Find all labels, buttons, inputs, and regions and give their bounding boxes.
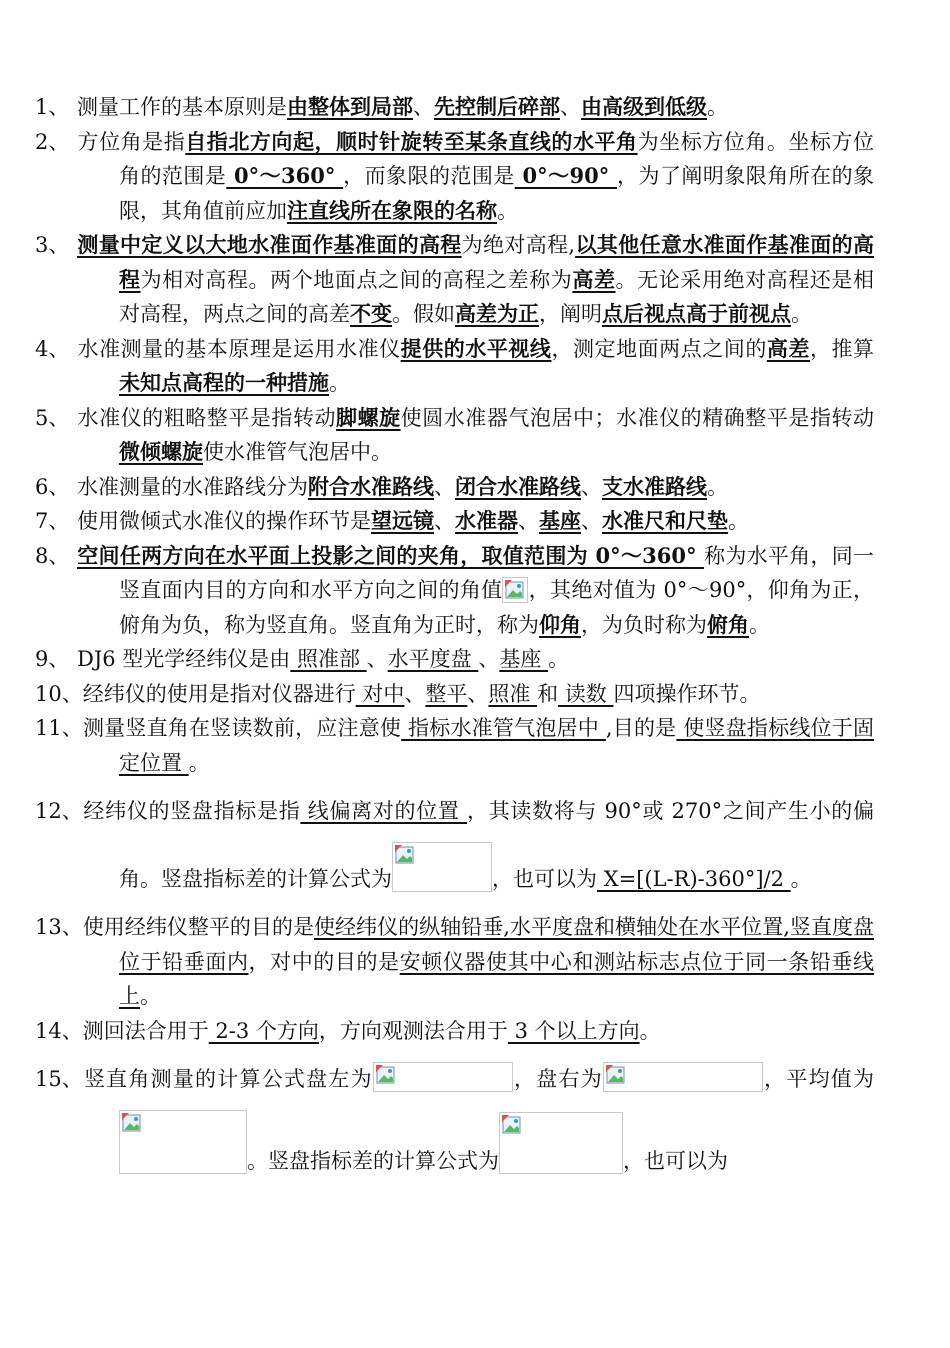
answer-text: 微倾螺旋 — [119, 439, 203, 464]
item-text: ，其读数将与 90°或 270°之间产生小的偏角。竖盘指标差的计算公式为 — [119, 799, 875, 891]
item-text: ，其绝对值为 0°～90°，仰角为正，俯角为负，称为竖直角。竖直角为正时，称为 — [119, 578, 874, 637]
item-text: 经纬仪的竖盘指标是指 — [82, 799, 301, 823]
item-text: 。 — [749, 612, 770, 637]
item-text: 。竖盘指标差的计算公式为 — [247, 1149, 499, 1173]
item-text: 称为水平角，同一竖直面内目的方向和水平方向之间的角值 — [119, 543, 874, 602]
answer-text: 安顿仪器使其中心和测站标志点位于同一条铅垂线上 — [119, 949, 875, 1008]
item-text: ，对中的目的是 — [248, 949, 400, 974]
item-text: 、 — [478, 647, 500, 671]
item-text: 使圆水准器气泡居中；水准仪的精确整平是指转动 — [400, 405, 875, 430]
item-text: 为坐标方位角。坐标方位角的范围是 — [119, 129, 875, 188]
item-text: 。 — [728, 509, 749, 533]
item-text: 。 — [329, 371, 350, 395]
answer-text: 由高级到低级 — [581, 94, 707, 119]
item-text: ，而象限的范围是 — [343, 164, 515, 188]
item-text: 和 — [537, 681, 559, 706]
item-text: 。 — [639, 1018, 661, 1043]
item-text: 使用微倾式水准仪的操作环节是 — [77, 509, 371, 533]
list-item: 1、 测量工作的基本原则是由整体到局部、先控制后碎部、由高级到低级。 — [35, 94, 728, 119]
item-text: 。 — [791, 302, 812, 326]
answer-text: 测量中定义以大地水准面作基准面的高程 — [77, 232, 462, 257]
list-item: 5、 水准仪的粗略整平是指转动脚螺旋使圆水准器气泡居中；水准仪的精确整平是指转动微倾螺旋使水准管气泡居中。 — [35, 404, 875, 464]
answer-text: X=[(L-R)-360°]/2 — [597, 867, 791, 891]
item-text: 、 — [434, 474, 455, 499]
item-text: 测量工作的基本原则是 — [77, 95, 287, 119]
item-text: 测回法合用于 — [82, 1018, 209, 1043]
item-text: ，平均值为 — [762, 1067, 875, 1091]
item-text: 、 — [434, 509, 455, 533]
answer-text: 基座 — [539, 508, 581, 533]
answer-text: 读数 — [558, 681, 614, 706]
item-text: 。 — [790, 867, 812, 891]
item-text: 为相对高程。两个地面点之间的高程之差称为 — [140, 267, 573, 292]
item-number: 15、 — [35, 1067, 83, 1091]
item-text: 。无论采用绝对高程还是相对高程，两点之间的高差 — [119, 267, 875, 326]
list-item: 8、 空间任两方向在水平面上投影之间的夹角，取值范围为 0°～360° 称为水平角，同一竖直面内目的方向和水平方向之间的角值 ，其绝对值为 0°～90°，仰角为正，俯角为负，称为竖直角。竖直角为正时，称为仰角，为负时称为俯角。 — [35, 542, 874, 637]
answer-text: 高差为正 — [455, 301, 539, 326]
item-text: 、 — [467, 681, 489, 706]
item-text: 水准测量的基本原理是运用水准仪 — [77, 336, 401, 361]
item-text: ，阐明 — [539, 302, 602, 326]
broken-image-icon — [392, 842, 492, 892]
list-item — [35, 910, 875, 1014]
answer-text: 望远镜 — [371, 508, 434, 533]
answer-text: 仰角 — [539, 611, 581, 637]
answer-text: 以其他任意水准面作基准面的高程 — [119, 232, 874, 292]
item-text: 。 — [497, 198, 518, 223]
item-text: 使水准管气泡居中。 — [203, 440, 392, 464]
list-item: 3、 测量中定义以大地水准面作基准面的高程为绝对高程,以其他任意水准面作基准面的高程为相对高程。两个地面点之间的高程之差称为高差。无论采用绝对高程还是相对高程，两点之间的高差不变。假如高差为正，阐明点后视点高于前视点。 — [35, 232, 875, 326]
answer-text: 高差 — [766, 335, 810, 361]
answer-text: 线偏离对的位置 — [300, 799, 468, 823]
list-item: 4、 水准测量的基本原理是运用水准仪提供的水平视线，测定地面两点之间的高差，推算未知点高程的一种措施。 — [35, 335, 875, 395]
broken-image-icon — [499, 1112, 623, 1174]
list-item — [35, 711, 874, 780]
answer-text: 指标水准管气泡居中 — [401, 716, 606, 740]
list-item — [35, 780, 875, 910]
answer-text: 0°～360° — [226, 163, 344, 188]
answer-text: 照准 — [488, 681, 538, 706]
list-item: 6、 水准测量的水准路线分为附合水准路线、闭合水准路线、支水准路线。 — [35, 473, 728, 499]
answer-text: 3 个以上方向 — [507, 1018, 640, 1043]
item-text: 、 — [581, 474, 602, 499]
answer-text: 闭合水准路线 — [455, 473, 581, 499]
answer-text: 脚螺旋 — [336, 404, 401, 430]
answer-text: 附合水准路线 — [308, 473, 434, 499]
answer-text: 空间任两方向在水平面上投影之间的夹角，取值范围为 0°～360° — [77, 542, 705, 568]
answer-text: 自指北方向起，顺时针旋转至某条直线的水平角 — [185, 128, 638, 154]
answer-text: 由整体到局部 — [287, 94, 413, 119]
item-text: ，为了阐明象限角所在的象限，其角值前应加 — [119, 164, 875, 223]
item-number: 12、 — [35, 799, 83, 823]
item-text: ，方向观测法合用于 — [318, 1018, 508, 1043]
item-text: ，也可以为 — [492, 867, 597, 891]
broken-image-icon — [502, 577, 528, 603]
item-text: 方位角是指 — [77, 129, 186, 154]
broken-image-icon — [373, 1062, 513, 1092]
list-item — [35, 1014, 874, 1049]
answer-text: 整平 — [425, 681, 468, 706]
answer-text: 不变 — [350, 301, 392, 326]
item-text: 、 — [581, 509, 602, 533]
item-text: 、 — [404, 681, 426, 706]
item-text: 。 — [707, 95, 728, 119]
item-text: 、 — [366, 647, 388, 671]
item-text: 使用经纬仪整平的目的是 — [82, 915, 315, 939]
item-text: 、 — [518, 509, 539, 533]
answer-text: 水准尺和尺垫 — [602, 508, 728, 533]
item-text: 水准仪的粗略整平是指转动 — [77, 405, 337, 430]
answer-text: 支水准路线 — [602, 473, 707, 499]
answer-text: 点后视点高于前视点 — [602, 301, 791, 326]
list-item: 7、 使用微倾式水准仪的操作环节是望远镜、水准器、基座、水准尺和尺垫。 — [35, 508, 749, 533]
item-number: 11、 — [35, 716, 83, 740]
answer-text: 2-3 个方向 — [208, 1018, 319, 1043]
answer-text: 基座 — [499, 647, 549, 671]
list-item: 2、 方位角是指自指北方向起，顺时针旋转至某条直线的水平角为坐标方位角。坐标方位角的范围是 0°～360° ，而象限的范围是 0°～90° ，为了阐明象限角所在的象限，其角值前应加注直线所在象限的名称。 — [35, 128, 875, 223]
list-item — [35, 677, 874, 712]
answer-text: 0°～90° — [514, 163, 618, 188]
item-text: ，盘右为 — [512, 1067, 603, 1091]
list-item: 9、 DJ6 型光学经纬仪是由 照准部 、水平度盘 、基座 。 — [35, 647, 570, 671]
item-text: 测量竖直角在竖读数前，应注意使 — [82, 716, 402, 740]
item-text: 、 — [413, 95, 434, 119]
item-text: ，推算 — [809, 336, 875, 361]
item-text: 。 — [707, 474, 728, 499]
item-text: 为绝对高程, — [461, 233, 576, 257]
item-text: 。假如 — [392, 302, 455, 326]
item-number: 13、 — [35, 915, 83, 939]
item-text: 经纬仪的使用是指对仪器进行 — [82, 681, 356, 706]
item-text: ，也可以为 — [623, 1149, 728, 1173]
answer-text: 照准部 — [290, 647, 367, 671]
answer-text: 注直线所在象限的名称 — [287, 197, 497, 223]
item-text: 、 — [560, 95, 581, 119]
item-number: 14、 — [35, 1018, 83, 1043]
item-text: 水准测量的水准路线分为 — [77, 474, 308, 499]
answer-text: 水平度盘 — [387, 647, 479, 671]
answer-text: 先控制后碎部 — [434, 94, 560, 119]
broken-image-icon — [119, 1110, 247, 1174]
item-text: 。 — [548, 647, 570, 671]
item-text: 四项操作环节。 — [613, 681, 761, 706]
list-item — [35, 1048, 875, 1192]
answer-text: 未知点高程的一种措施 — [119, 370, 329, 395]
item-text: DJ6 型光学经纬仪是由 — [77, 647, 291, 671]
item-text: 。 — [140, 984, 161, 1008]
answer-text: 对中 — [355, 681, 405, 706]
item-text: ,目的是 — [605, 716, 677, 740]
answer-text: 使经纬仪的纵轴铅垂,水平度盘和横轴处在水平位置,竖直度盘位于铅垂面内 — [119, 915, 874, 974]
item-text: ，为负时称为 — [581, 612, 707, 637]
answer-text: 使竖盘指标线位于固定位置 — [119, 716, 874, 775]
item-text: 竖直角测量的计算公式盘左为 — [82, 1067, 373, 1091]
answer-text: 提供的水平视线 — [400, 335, 552, 361]
answer-text: 水准器 — [455, 508, 518, 533]
answer-text: 俯角 — [707, 611, 749, 637]
item-number: 10、 — [35, 681, 83, 706]
answer-text: 高差 — [572, 266, 616, 292]
document-body — [35, 90, 875, 1192]
item-text: ，测定地面两点之间的 — [551, 336, 767, 361]
broken-image-icon — [603, 1062, 763, 1092]
item-text: 。 — [188, 750, 210, 775]
